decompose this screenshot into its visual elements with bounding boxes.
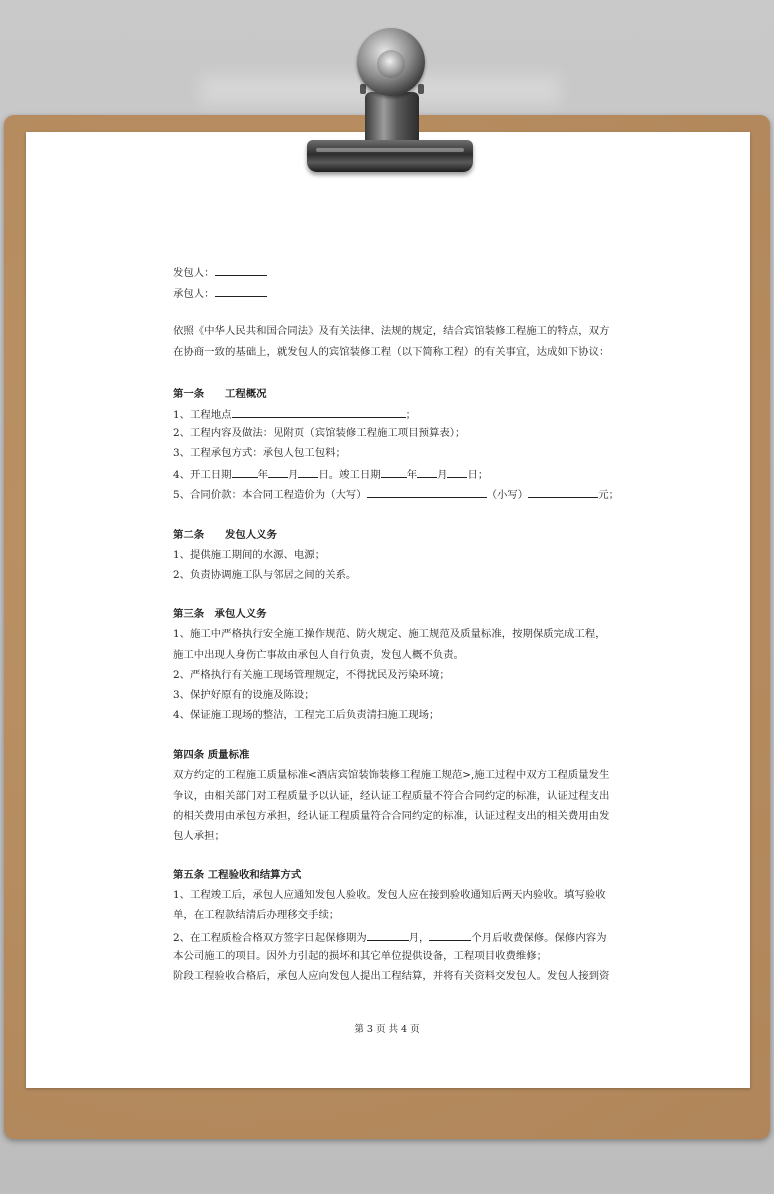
- article4-line: 争议，由相关部门对工程质量予以认证，经认证工程质量不符合合同约定的标准，认证过程支出: [173, 790, 610, 802]
- article2-item: 1、提供施工期间的水源、电源；: [173, 549, 326, 561]
- article3-item: 2、严格执行有关施工现场管理规定，不得扰民及污染环境；: [173, 669, 450, 681]
- article1-price: 5、合同价款：本合同工程造价为（大写） （小写） 元；: [173, 486, 619, 502]
- article3-item: 3、保护好原有的设施及陈设；: [173, 689, 315, 701]
- article1-content: 2、工程内容及做法：见附页（宾馆装修工程施工项目预算表）；: [173, 427, 466, 439]
- article5-line: 单，在工程款结清后办理移交手续；: [173, 909, 340, 921]
- article4-line: 双方约定的工程施工质量标准<酒店宾馆装饰装修工程施工规范>,施工过程中双方工程质量发生: [173, 769, 610, 781]
- article5-line: 阶段工程验收合格后，承包人应向发包人提出工程结算，并将有关资料交发包人。发包人接到资: [173, 970, 610, 982]
- article3-item: 4、保证施工现场的整洁，工程完工后负责清扫施工现场；: [173, 709, 440, 721]
- contractor-line: 承包人：: [173, 285, 267, 301]
- article1-mode: 3、工程承包方式：承包人包工包料；: [173, 447, 346, 459]
- employer-line: 发包人：: [173, 264, 267, 280]
- intro-line-2: 在协商一致的基础上，就发包人的宾馆装修工程（以下简称工程）的有关事宜，达成如下协议：: [173, 346, 610, 358]
- article5-line: 1、工程竣工后，承包人应通知发包人验收。发包人应在接到验收通知后两天内验收。填写验收: [173, 889, 606, 901]
- article4-heading: 第四条 质量标准: [173, 749, 250, 761]
- article1-dates: 4、开工日期 年 月 日。竣工日期 年 月 日；: [173, 466, 488, 482]
- article3-heading: 第三条 承包人义务: [173, 608, 267, 620]
- article2-heading: 第二条 发包人义务: [173, 529, 277, 541]
- article3-item: 1、施工中严格执行安全施工操作规范、防火规定、施工规范及质量标准，按期保质完成工程，: [173, 628, 606, 640]
- article5-line: 本公司施工的项目。因外力引起的损坏和其它单位提供设备，工程项目收费维修；: [173, 950, 548, 962]
- article4-line: 的相关费用由承包方承担，经认证工程质量符合合同约定的标准，认证过程支出的相关费用由发: [173, 810, 610, 822]
- article4-line: 包人承担；: [173, 830, 225, 842]
- article1-location: 1、工程地点 ；: [173, 406, 416, 422]
- article5-warranty: 2、在工程质检合格双方签字日起保修期为 月， 个月后收费保修。保修内容为: [173, 929, 607, 945]
- article2-item: 2、负责协调施工队与邻居之间的关系。: [173, 569, 357, 581]
- article1-heading: 第一条 工程概况: [173, 388, 267, 400]
- article5-heading: 第五条 工程验收和结算方式: [173, 869, 302, 881]
- article3-item: 施工中出现人身伤亡事故由承包人自行负责，发包人概不负责。: [173, 649, 464, 661]
- page-number: 第 3 页 共 4 页: [354, 1024, 420, 1035]
- intro-line-1: 依照《中华人民共和国合同法》及有关法律、法规的规定，结合宾馆装修工程施工的特点，双方: [173, 325, 610, 337]
